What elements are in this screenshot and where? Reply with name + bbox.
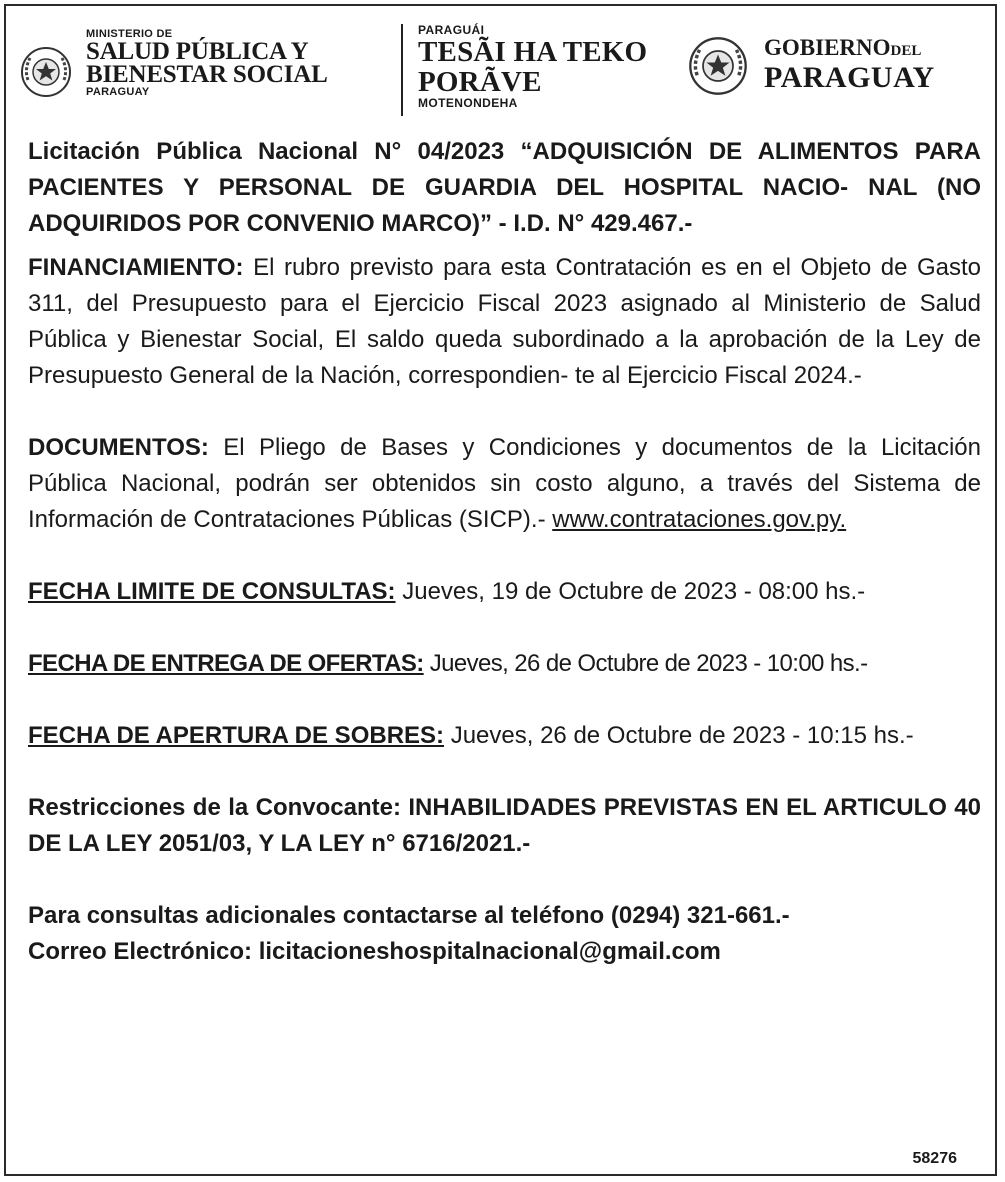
tesai-logo-text bbox=[418, 24, 647, 110]
gobierno-del: DEL bbox=[890, 43, 922, 59]
correo-line: Correo Electrónico: licitacioneshospitalnacional@gmail.com bbox=[28, 938, 721, 965]
tesai-line2: TESÃI HA TEKO bbox=[418, 36, 648, 68]
tesai-line4: MOTENONDEHA bbox=[418, 96, 518, 110]
government-seal-icon bbox=[688, 36, 748, 96]
ministry-line4: PARAGUAY bbox=[86, 86, 150, 98]
documentos-text: El Pliego de Bases y Condiciones y documentos de la Licitación Pública Nacional, podrán ser obtenidos sin costo alguno, a través del Sistema de Información de Contrataciones Públicas (SICP).- bbox=[28, 434, 981, 533]
tesai-line1: PARAGUÁI bbox=[418, 23, 485, 37]
header-divider bbox=[401, 24, 403, 116]
notice-page bbox=[4, 4, 997, 1176]
tesai-line3: PORÃVE bbox=[418, 66, 542, 98]
ministry-line3: BIENESTAR SOCIAL bbox=[86, 61, 328, 88]
header bbox=[6, 6, 995, 126]
financiamiento-paragraph bbox=[28, 250, 981, 394]
apertura-text: Jueves, 26 de Octubre de 2023 - 10:15 hs.- bbox=[444, 722, 914, 749]
notice-content bbox=[28, 134, 981, 970]
ministry-line2: SALUD PÚBLICA Y bbox=[86, 38, 309, 65]
restricciones-paragraph: Restricciones de la Convocante: INHABILIDADES PREVISTAS EN EL ARTICULO 40 DE LA LEY 2051/03, Y LA LEY n° 6716/2021.- bbox=[28, 794, 981, 857]
ministry-seal-icon bbox=[20, 46, 72, 98]
entrega-paragraph bbox=[28, 646, 981, 682]
apertura-label: FECHA DE APERTURA DE SOBRES: bbox=[28, 722, 445, 749]
financiamiento-label: FINANCIAMIENTO: bbox=[28, 254, 244, 281]
ministry-line1: MINISTERIO DE bbox=[86, 28, 173, 40]
gobierno-line1: GOBIERNO bbox=[764, 35, 891, 60]
ministry-logo-text bbox=[86, 28, 328, 98]
contrataciones-link[interactable]: www.contrataciones.gov.py. bbox=[552, 506, 847, 533]
reference-number: 58276 bbox=[912, 1150, 957, 1167]
documentos-label: DOCUMENTOS: bbox=[28, 434, 209, 461]
entrega-label: FECHA DE ENTREGA DE OFERTAS: bbox=[28, 650, 424, 677]
gobierno-line2: PARAGUAY bbox=[764, 61, 935, 94]
telefono-line: Para consultas adicionales contactarse al teléfono (0294) 321-661.- bbox=[28, 902, 790, 929]
financiamiento-text: El rubro previsto para esta Contratación es en el Objeto de Gasto 311, del Presupuesto para el Ejercicio Fiscal 2023 asignado al Ministerio de Salud Pública y Bienestar Social, El saldo queda subordinado a la aprobación de la Ley de Presupuesto General de la Nación, correspondien- te al Ejercicio Fiscal 2024.- bbox=[28, 254, 981, 389]
consultas-text: Jueves, 19 de Octubre de 2023 - 08:00 hs.- bbox=[395, 578, 866, 605]
gobierno-logo-text bbox=[764, 36, 935, 93]
notice-title: Licitación Pública Nacional N° 04/2023 “ADQUISICIÓN DE ALIMENTOS PARA PACIENTES Y PERSONAL DE GUARDIA DEL HOSPITAL NACIO- NAL (NO ADQUIRIDOS POR CONVENIO MARCO)” - I.D. N° 429.467.- bbox=[28, 138, 981, 237]
apertura-paragraph bbox=[28, 718, 981, 754]
consultas-paragraph bbox=[28, 574, 981, 610]
entrega-text: Jueves, 26 de Octubre de 2023 - 10:00 hs.- bbox=[423, 650, 868, 677]
documentos-paragraph bbox=[28, 430, 981, 538]
consultas-label: FECHA LIMITE DE CONSULTAS: bbox=[28, 578, 396, 605]
